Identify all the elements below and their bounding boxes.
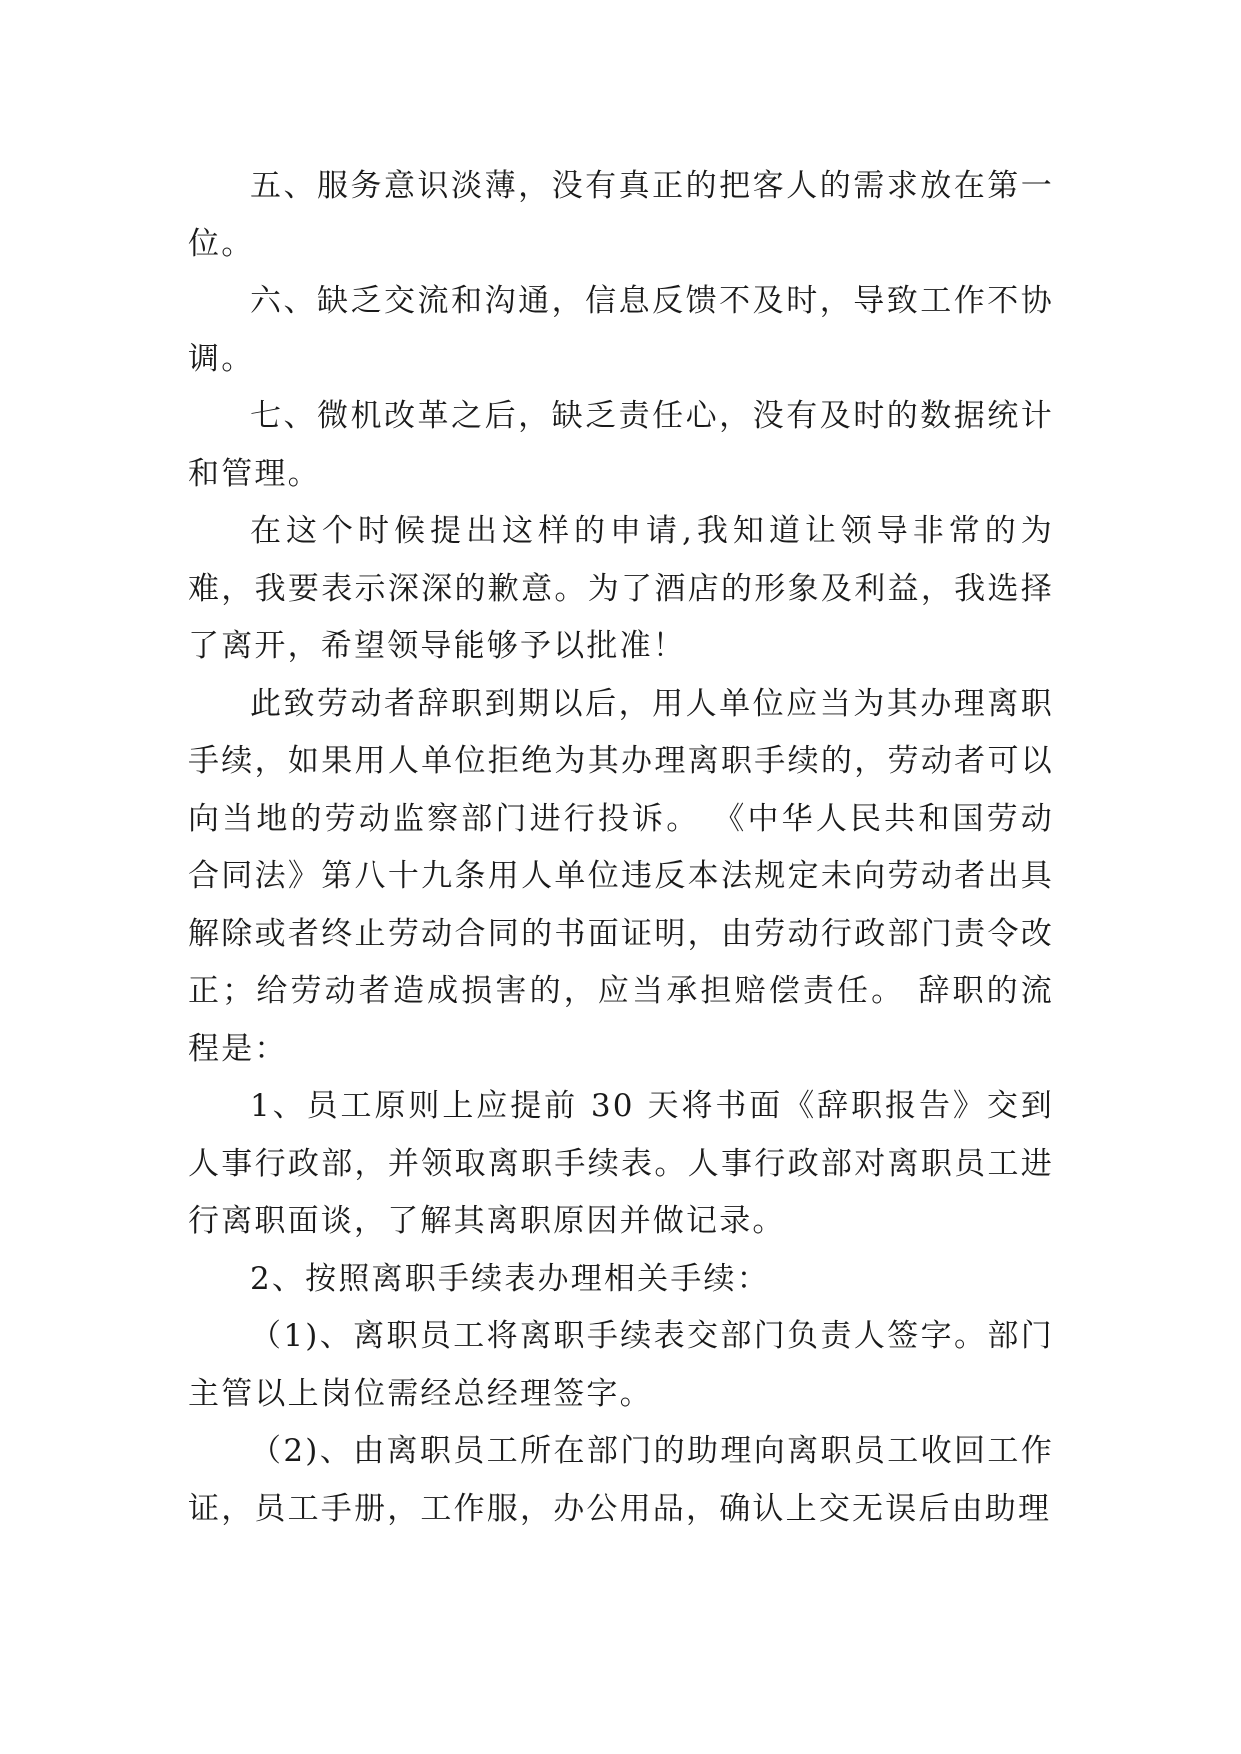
resignation-step-2: 2、按照离职手续表办理相关手续： [250,1260,770,1297]
paragraph-item-6: 六、缺乏交流和沟通，信息反馈不及时，导致工作不协调。 [188,283,1054,377]
paragraph-item-7: 七、微机改革之后，缺乏责任心，没有及时的数据统计和管理。 [188,398,1054,492]
legal-notice-paragraph: 此致劳动者辞职到期以后，用人单位应当为其办理离职手续，如果用人单位拒绝为其办理离职手续的，劳动者可以向当地的劳动监察部门进行投诉。 《中华人民共和国劳动合同法》第八十九条用人单位违反本法规定未向劳动者出具解除或者终止劳动合同的书面证明，由劳动行政部门责令改正；给劳动者造成损害的，应当承担赔偿责任。 辞职的流程是： [188,685,1054,1067]
document-body [188,158,1054,1538]
apology-paragraph: 在这个时候提出这样的申请,我知道让领导非常的为难，我要表示深深的歉意。为了酒店的形象及利益，我选择了离开，希望领导能够予以批准！ [188,513,1054,664]
paragraph-item-5: 五、服务意识淡薄，没有真正的把客人的需求放在第一位。 [188,168,1054,262]
resignation-step-1: 1、员工原则上应提前 30 天将书面《辞职报告》交到人事行政部，并领取离职手续表。人事行政部对离职员工进行离职面谈，了解其离职原因并做记录。 [188,1088,1054,1239]
resignation-substep-2: （2)、由离职员工所在部门的助理向离职员工收回工作证，员工手册，工作服，办公用品，确认上交无误后由助理 [188,1433,1054,1527]
resignation-substep-1: （1)、离职员工将离职手续表交部门负责人签字。部门主管以上岗位需经总经理签字。 [188,1318,1054,1412]
